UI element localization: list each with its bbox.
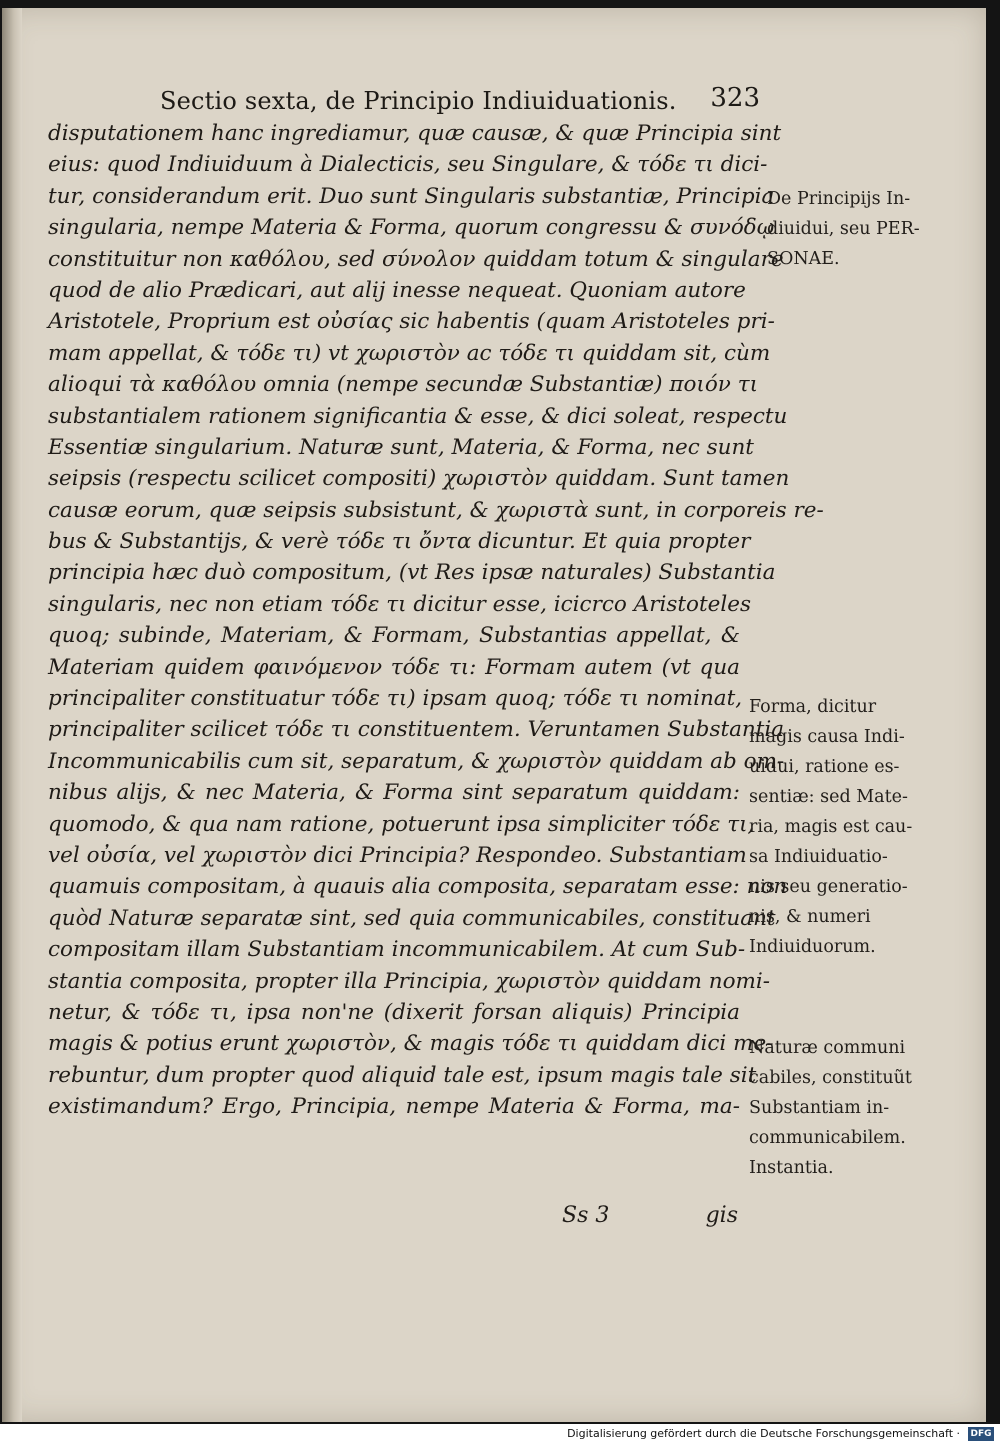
body-line: eius: quod Indiuiduum à Dialecticis, seu Singulare, & τόδε τι dici- <box>48 152 768 178</box>
page-foot <box>562 1203 752 1237</box>
margin-note-line: cabiles, constituũt <box>749 1068 912 1088</box>
body-line: rebuntur, dum propter quod aliquid tale est, ipsum magis tale sit <box>48 1062 757 1088</box>
body-line: compositam illam Substantiam incommunicabilem. At cum Sub- <box>48 937 746 963</box>
body-line: principia hæc duò compositum, (vt Res ipsæ naturales) Substantia <box>48 560 776 586</box>
page-number: 323 <box>710 83 760 113</box>
signature-mark: Ss 3 <box>562 1203 610 1228</box>
margin-note-line: communicabilem. <box>749 1128 906 1148</box>
body-line: Materiam quidem φαινόμενον τόδε τι: Formam autem (vt qua <box>48 654 740 680</box>
margin-note-line: De Principijs In- <box>767 189 911 209</box>
body-line: alioqui τὰ καθόλου omnia (nempe secundæ Substantiæ) ποιόν τι <box>48 372 759 398</box>
funding-notice: Digitalisierung gefördert durch die Deutsche Forschungsgemeinschaft · <box>567 1427 960 1440</box>
body-line: quoq; subinde, Materiam, & Formam, Substantias appellat, & <box>48 623 740 649</box>
body-line: quòd Naturæ separatæ sint, sed quia communicabiles, constituant <box>48 905 776 931</box>
body-line: principaliter constituatur τόδε τι) ipsam quoq; τόδε τι nominat, <box>48 686 743 712</box>
book-page <box>2 8 986 1422</box>
margin-note-line: Indiuiduorum. <box>749 937 876 957</box>
margin-note-line: Instantia. <box>749 1158 834 1178</box>
margin-note-line: nis, & numeri <box>749 907 871 927</box>
body-line: seipsis (respectu scilicet compositi) χωριστὸν quiddam. Sunt tamen <box>48 466 790 492</box>
margin-note-2 <box>749 692 912 962</box>
body-line: Aristotele, Proprium est οὐσίας sic habentis (quam Aristoteles pri- <box>48 309 775 335</box>
body-line: nibus alijs, & nec Materia, & Forma sint separatum quiddam: <box>48 780 740 806</box>
body-line: substantialem rationem significantia & esse, & dici soleat, respectu <box>48 403 788 429</box>
body-line: quod de alio Prædicari, aut alij inesse nequeat. Quoniam autore <box>48 277 746 303</box>
body-line: Essentiæ singularium. Naturæ sunt, Materia, & Forma, nec sunt <box>48 434 754 460</box>
body-line: principaliter scilicet τόδε τι constituentem. Veruntamen Substantia <box>48 717 785 743</box>
body-line: constituitur non καθόλου, sed σύνολον quiddam totum & singulare <box>48 246 784 272</box>
margin-note-line: nis seu generatio- <box>749 877 908 897</box>
margin-note-line: Substantiam in- <box>749 1098 890 1118</box>
body-line: quamuis compositam, à quauis alia composita, separatam esse: non <box>48 874 788 900</box>
running-title: Sectio sexta, de Principio Indiuiduationis. <box>160 87 677 115</box>
body-line: causæ eorum, quæ seipsis subsistunt, & χωριστὰ sunt, in corporeis re- <box>48 497 824 523</box>
catchword: gis <box>705 1203 738 1228</box>
margin-note-line: Naturæ communi <box>749 1038 906 1058</box>
margin-note-line: sa Indiuiduatio- <box>749 847 888 867</box>
binding-gutter <box>2 8 22 1422</box>
body-line: vel οὐσία, vel χωριστὸν dici Principia? Respondeo. Substantiam <box>48 842 747 868</box>
margin-note-line: magis causa Indi- <box>749 727 905 747</box>
body-line: disputationem hanc ingrediamur, quæ causæ, & quæ Principia sint <box>48 121 782 146</box>
body-line: Incommunicabilis cum sit, separatum, & χωριστὸν quiddam ab om- <box>48 748 785 774</box>
dfg-logo: DFG <box>968 1427 994 1441</box>
body-line: singularis, nec non etiam τόδε τι dicitur esse, icicrco Aristoteles <box>48 591 751 617</box>
body-line: bus & Substantijs, & verè τόδε τι ὄντα dicuntur. Et quia propter <box>48 529 751 555</box>
body-line: mam appellat, & τόδε τι) vt χωριστὸν ac τόδε τι quiddam sit, cùm <box>48 340 771 366</box>
body-line: quomodo, & qua nam ratione, potuerunt ipsa simpliciter τόδε τι, <box>48 811 755 837</box>
body-line: netur, & τόδε τι, ipsa non'ne (dixerit forsan aliquis) Principia <box>48 999 740 1025</box>
body-line: existimandum? Ergo, Principia, nempe Materia & Forma, ma- <box>48 1094 740 1120</box>
margin-note-line: SONAE. <box>767 249 840 269</box>
footer-bar <box>0 1424 1000 1445</box>
margin-note-3 <box>749 1033 912 1183</box>
body-line: magis & potius erunt χωριστὸν, & magis τόδε τι quiddam dici me- <box>48 1031 774 1057</box>
body-line: tur, considerandum erit. Duo sunt Singularis substantiæ, Principia <box>48 183 775 209</box>
body-line: stantia composita, propter illa Principia, χωριστὸν quiddam nomi- <box>48 968 771 994</box>
running-head <box>152 83 762 117</box>
margin-note-line: sentiæ: sed Mate- <box>749 787 908 807</box>
margin-note-line: diuidui, seu PER- <box>767 219 920 239</box>
margin-note-1 <box>767 184 920 274</box>
body-line: singularia, nempe Materia & Forma, quorum congressu & συνόδῳ <box>48 215 775 241</box>
margin-note-line: Forma, dicitur <box>749 697 877 717</box>
margin-note-line: uidui, ratione es- <box>749 757 900 777</box>
margin-note-line: ria, magis est cau- <box>749 817 913 837</box>
